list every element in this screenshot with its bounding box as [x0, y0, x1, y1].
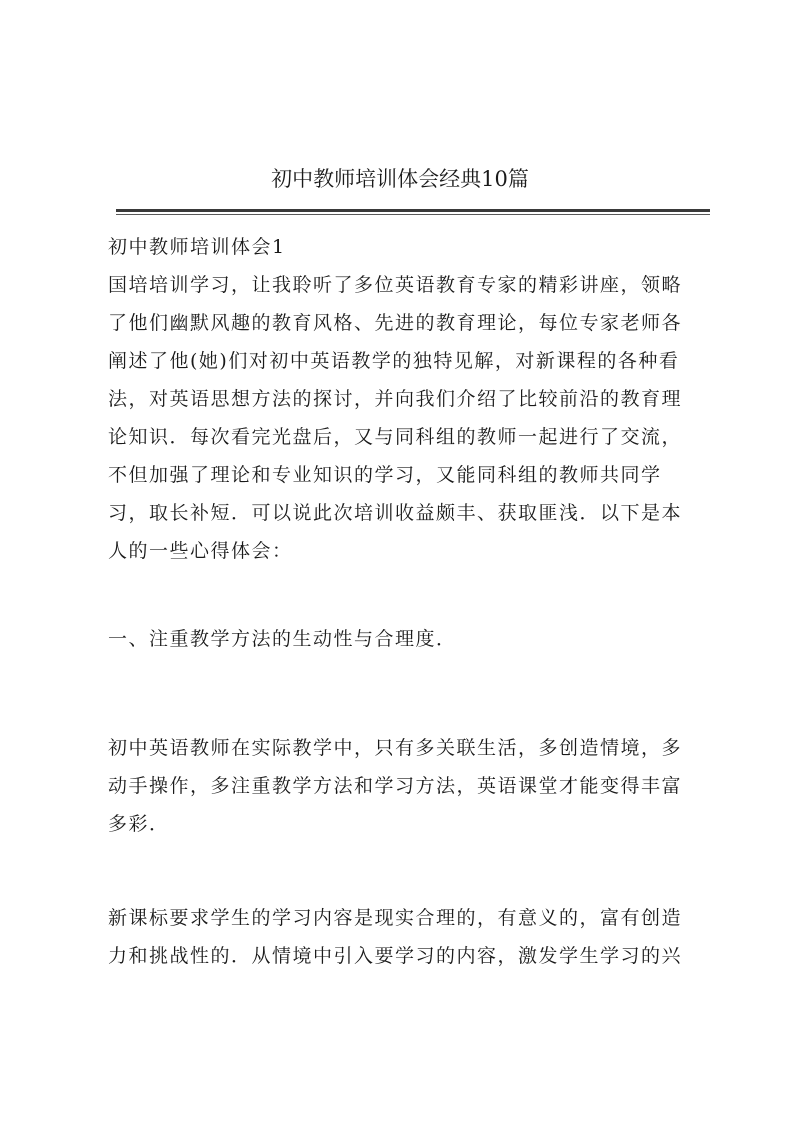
paragraph-line: 人的一些心得体会： [108, 540, 293, 562]
document-title: 初中教师培训体会经典10篇 [271, 167, 529, 191]
paragraph-line: 习，取长补短．可以说此次培训收益颇丰、获取匪浅．以下是本 [108, 502, 683, 524]
paragraph-3 [108, 899, 712, 975]
title-divider-thin [116, 214, 710, 215]
heading-1-block [108, 620, 712, 658]
paragraph-line: 法，对英语思想方法的探讨，并向我们介绍了比较前沿的教育理 [108, 388, 683, 410]
paragraph-line: 了他们幽默风趣的教育风格、先进的教育理论，每位专家老师各 [108, 312, 683, 334]
paragraph-line: 不但加强了理论和专业知识的学习，又能同科组的教师共同学 [108, 464, 662, 486]
paragraph-line: 国培培训学习，让我聆听了多位英语教育专家的精彩讲座，领略 [108, 274, 683, 296]
title-divider-thick [116, 209, 710, 212]
paragraph-1 [108, 266, 712, 570]
paragraph-line: 新课标要求学生的学习内容是现实合理的，有意义的，富有创造 [108, 907, 683, 929]
paragraph-line: 多彩． [108, 813, 170, 835]
paragraph-line: 力和挑战性的．从情境中引入要学习的内容，激发学生学习的兴 [108, 945, 683, 967]
paragraph-line: 阐述了他(她)们对初中英语教学的独特见解，对新课程的各种看 [108, 350, 680, 372]
paragraph-2 [108, 729, 712, 843]
section-subtitle-block [108, 228, 712, 266]
section-subtitle: 初中教师培训体会1 [108, 236, 286, 258]
section-heading: 一、注重教学方法的生动性与合理度． [108, 628, 457, 650]
paragraph-line: 动手操作，多注重教学方法和学习方法，英语课堂才能变得丰富 [108, 775, 683, 797]
paragraph-line: 论知识．每次看完光盘后，又与同科组的教师一起进行了交流， [108, 426, 683, 448]
paragraph-line: 初中英语教师在实际教学中，只有多关联生活，多创造情境，多 [108, 737, 683, 759]
